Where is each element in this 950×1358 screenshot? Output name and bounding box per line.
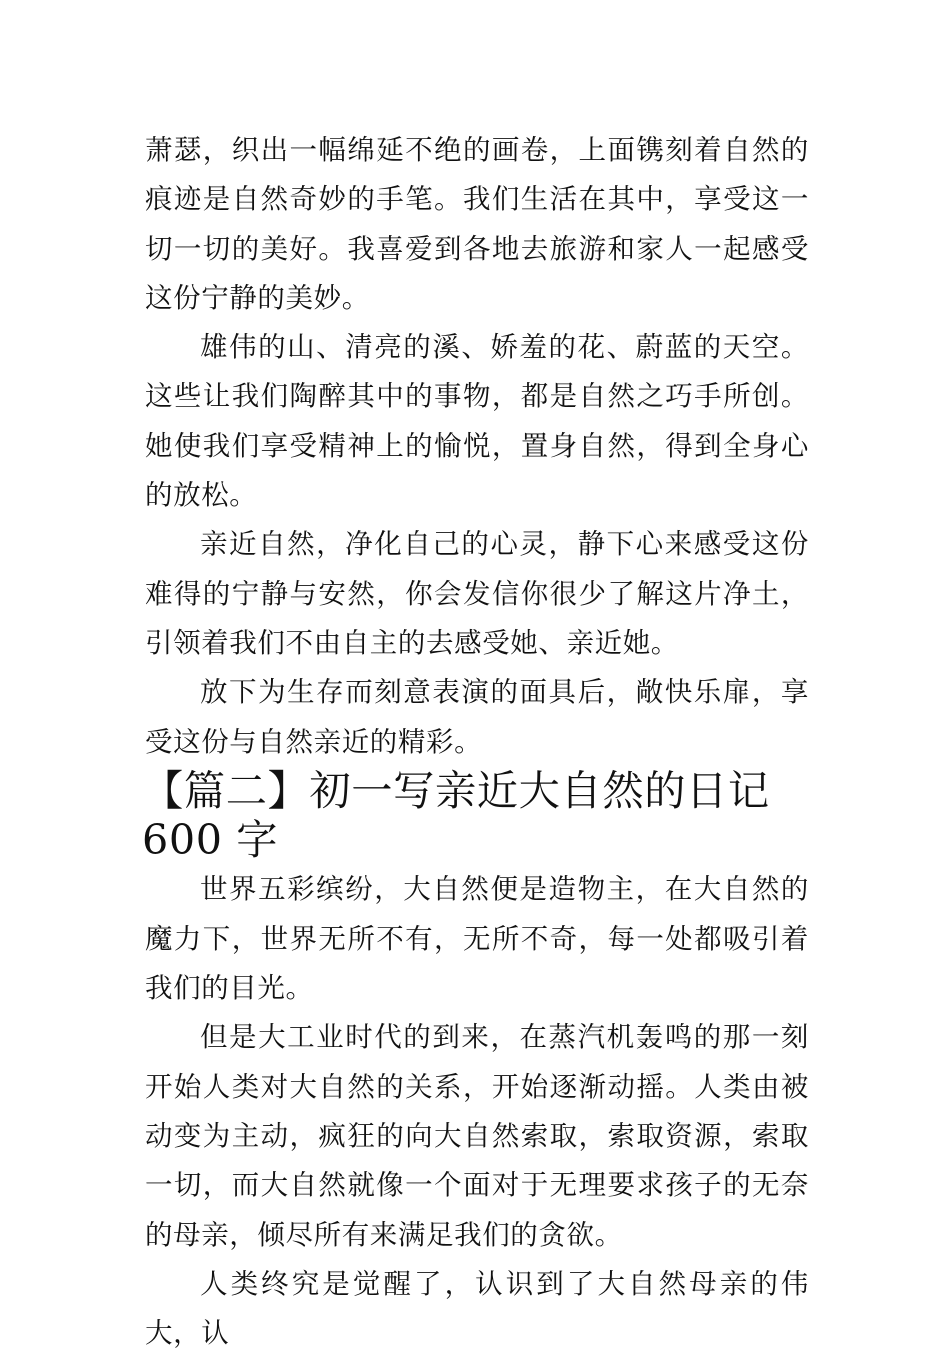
paragraph-mountains-streams: 雄伟的山、清亮的溪、娇羞的花、蔚蓝的天空。这些让我们陶醉其中的事物，都是自然之巧手所创。她使我们享受精神上的愉悦，置身自然，得到全身心的放松。 <box>145 331 809 512</box>
paragraph-colorful-world: 世界五彩缤纷，大自然便是造物主，在大自然的魔力下，世界无所不有，无所不奇，每一处都吸引着我们的目光。 <box>145 873 809 1005</box>
paragraph-put-down-mask: 放下为生存而刻意表演的面具后，敞快乐扉，享受这份与自然亲近的精彩。 <box>145 676 809 758</box>
paragraph-close-to-nature: 亲近自然，净化自己的心灵，静下心来感受这份难得的宁静与安然，你会发信你很少了解这片净土，引领着我们不由自主的去感受她、亲近她。 <box>145 528 809 659</box>
document-body <box>142 126 809 1358</box>
paragraph-continued: 萧瑟，织出一幅绵延不绝的画卷，上面镌刻着自然的痕迹是自然奇妙的手笔。我们生活在其中，享受这一切一切的美好。我喜爱到各地去旅游和家人一起感受这份宁静的美妙。 <box>145 134 809 314</box>
paragraph-industrial-age: 但是大工业时代的到来，在蒸汽机轰鸣的那一刻开始人类对大自然的关系，开始逐渐动摇。人类由被动变为主动，疯狂的向大自然索取，索取资源，索取一切，而大自然就像一个面对于无理要求孩子的无奈的母亲，倾尽所有来满足我们的贪欲。 <box>145 1021 809 1251</box>
paragraph-humans-awakened: 人类终究是觉醒了，认识到了大自然母亲的伟大，认 <box>145 1267 809 1350</box>
section-heading: 【篇二】初一写亲近大自然的日记 600 字 <box>142 766 770 865</box>
